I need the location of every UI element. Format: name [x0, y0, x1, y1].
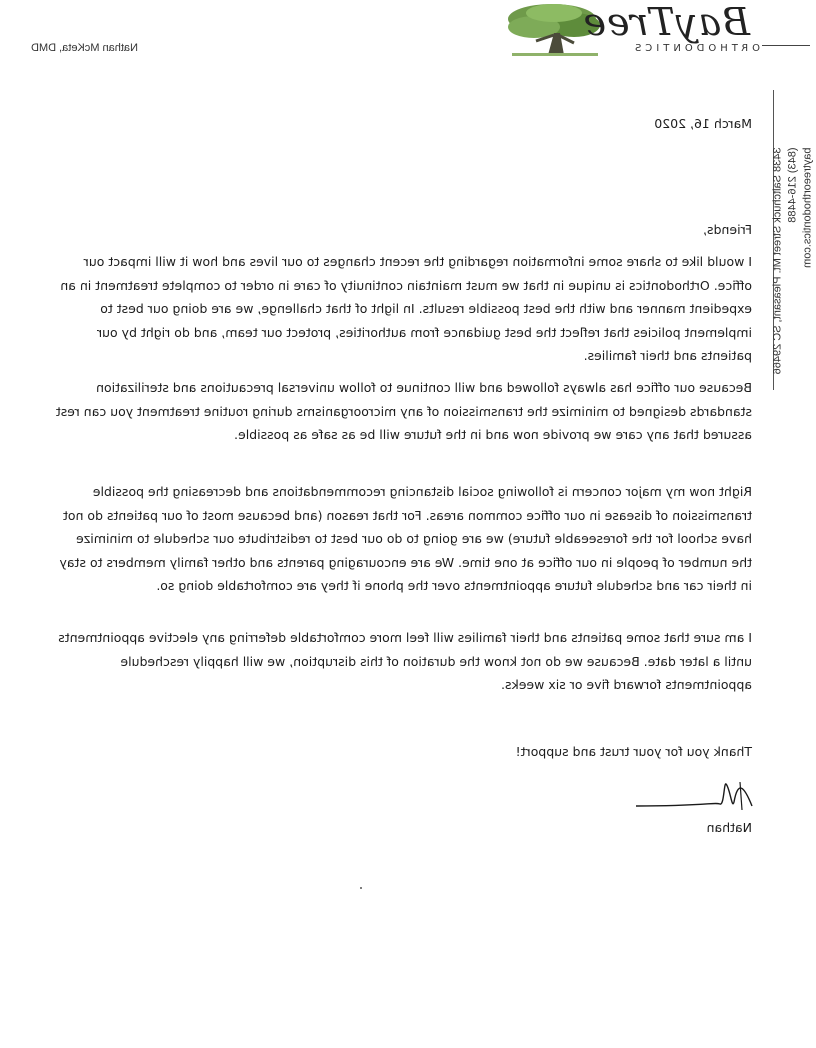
address-block: [771, 148, 816, 398]
address-website: baytreeorthodontics.com: [801, 147, 814, 268]
paragraph-4: I am sure that some patients and their families will feel more comfortable deferring any elective appointments until a later date. Because we do not know the duration of this disruption, we will happily reschedule appointments forward five or six weeks.: [58, 630, 752, 692]
address-phone: (843) 216-4488: [786, 147, 799, 223]
scan-speck: [360, 887, 362, 889]
handwritten-signature: [634, 776, 754, 818]
address-street: 3438 Saltchuck Street Mt. Pleasant, SC 29466: [771, 147, 784, 375]
signer-name: Nathan: [706, 820, 752, 835]
header-divider: [762, 45, 810, 46]
paragraph-3: Right now my major concern is following social distancing recommendations and decreasing the possible transmission of disease in our office common areas. For that reason (and because most of our patients do not have school for the foreseeable future) we are going to do our best to redistribute our schedule to minimize the number of people in our office at one time. We are encouraging parents and other family members to stay in their car and schedule future appointments over the phone if they are comfortable doing so.: [59, 484, 752, 593]
letter-greeting: Friends,: [703, 222, 752, 237]
doctor-name: Nathan McKeta, DMD: [31, 42, 138, 54]
brand-subtitle: ORTHODONTICS: [630, 43, 760, 54]
paragraph-2: Because our office has always followed and will continue to follow universal precautions and sterilization standards designed to minimize the transmission of any microorganisms during routine treatment you can rest assured that any care we provide now and in the future will be as safe as possible.: [55, 380, 752, 442]
letter-date: March 16, 2020: [654, 116, 752, 131]
paragraph-1: I would like to share some information regarding the recent changes to our lives and how it will impact our office. Orthodontics is unique in that we must maintain continuity of care in order to complete treatment in an expedient manner and with the best possible results. In light of that challenge, we are doing our best to implement policies that reflect the best guidance from authorities, protect our team, and do right by our patients and their families.: [60, 254, 752, 363]
letter-closing: Thank you for your trust and support!: [515, 744, 752, 759]
brand-wordmark: BayTree: [582, 0, 750, 44]
